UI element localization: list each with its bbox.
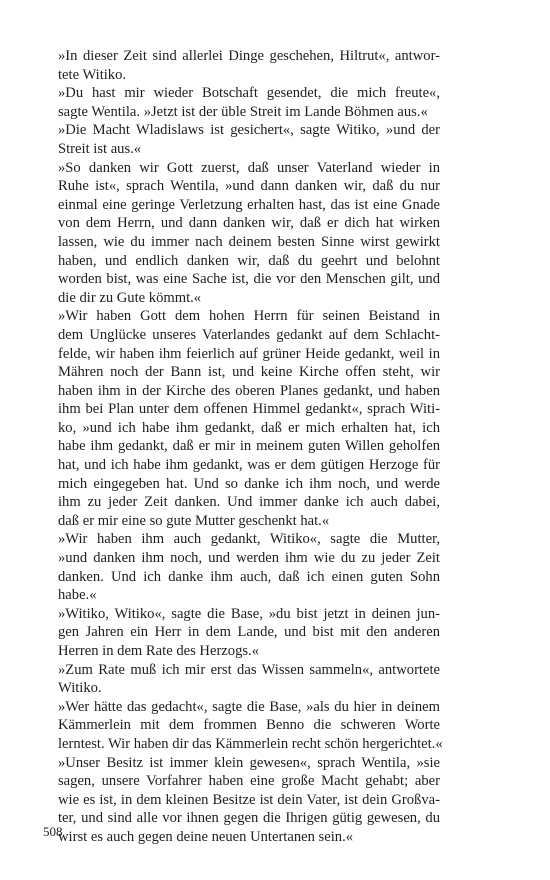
paragraph — [43, 754, 440, 847]
paragraph — [43, 47, 440, 84]
text-line: »und danken ihm noch, und werden ihm wie du zu jeder Zeit — [58, 550, 440, 567]
text-line: »Wir haben Gott dem hohen Herrn für seinen Beistand in — [58, 308, 440, 325]
text-line: wie es ist, in dem kleinen Besitze ist dein Vater, ist dein Großva- — [58, 791, 440, 808]
text-line: dem Unglücke unseres Vaterlandes gedankt auf dem Schlacht- — [58, 326, 440, 343]
text-line: ko, »und ich habe ihm gedankt, daß er mich erhalten hat, ich — [58, 419, 440, 436]
text-line: »Die Macht Wladislaws ist gesichert«, sagte Witiko, »und der — [58, 122, 440, 139]
text-line: hat, und ich habe ihm gedankt, was er dem gütigen Herzoge für — [58, 457, 440, 474]
text-line: worden bist, was eine Sache ist, die vor den Menschen gilt, und — [58, 271, 440, 288]
text-line: von dem Herrn, und dann danken wir, daß er dich hat wirken — [58, 215, 440, 232]
paragraph — [43, 307, 440, 530]
paragraph — [43, 698, 443, 754]
text-line: sagen, unsere Vorfahrer haben eine große Macht gehabt; aber — [58, 773, 440, 790]
text-line: ihm zu jeder Zeit danken. Und immer danke ich auch dabei, — [58, 494, 440, 511]
text-line: gen Jahren ein Herr in dem Lande, und bist mit den anderen — [58, 624, 440, 641]
paragraph — [43, 159, 440, 308]
text-line: »Wer hätte das gedacht«, sagte die Base, »als du hier in deinem — [58, 698, 440, 715]
text-line: mich eingegeben hat. Und so danke ich ihm noch, und werde — [58, 475, 440, 492]
text-line: »Unser Besitz ist immer klein gewesen«, sprach Wentila, »sie — [58, 754, 440, 771]
text-line: habe.« — [58, 587, 97, 604]
paragraph — [43, 530, 440, 604]
text-line: sagte Wentila. »Jetzt ist der üble Streit im Lande Böhmen aus.« — [58, 103, 428, 120]
text-line: lassen, wie du immer nach deinem besten Sinne wirst gewirkt — [58, 233, 440, 250]
text-line: »In dieser Zeit sind allerlei Dinge geschehen, Hiltrut«, antwor- — [58, 48, 440, 64]
text-line: einmal eine geringe Verletzung erhalten hast, das ist eine Gnade — [58, 196, 440, 213]
text-line: »Witiko, Witiko«, sagte die Base, »du bist jetzt in deinen jun- — [58, 605, 440, 622]
paragraph — [43, 661, 440, 698]
text-line: »Zum Rate muß ich mir erst das Wissen sammeln«, antwortete — [58, 661, 440, 678]
text-line: felde, wir haben ihm feierlich auf grüner Heide gedankt, weil in — [58, 345, 440, 362]
text-line: lerntest. Wir haben dir das Kämmerlein recht schön hergerichtet.« — [58, 735, 443, 752]
text-line: Mähren noch der Bann ist, und keine Kirche offen steht, wir — [58, 364, 440, 381]
body-text — [43, 47, 443, 847]
paragraph — [43, 84, 440, 121]
text-line: haben ihm in der Kirche des oberen Planes gedankt, und haben — [58, 382, 440, 399]
text-line: tete Witiko. — [58, 66, 127, 83]
text-line: Ruhe ist«, sprach Wentila, »und dann danken wir, daß du nur — [58, 178, 440, 195]
text-line: »So danken wir Gott zuerst, daß unser Vaterland wieder in — [58, 159, 440, 176]
text-line: Streit ist aus.« — [58, 140, 142, 157]
text-line: Kämmerlein mit dem frommen Benno die schweren Worte — [58, 717, 440, 734]
text-line: haben, und endlich danken wir, daß du geehrt und belohnt — [58, 252, 440, 269]
text-line: danken. Und ich danke ihm auch, daß ich einen guten Sohn — [58, 568, 440, 585]
paragraph — [43, 605, 440, 661]
text-line: wirst es auch gegen deine neuen Untertanen sein.« — [58, 828, 354, 845]
text-line: die dir zu Gute kömmt.« — [58, 289, 202, 306]
text-line: habe ihm gedankt, daß er mir in meinem guten Willen geholfen — [58, 438, 440, 455]
text-line: ihm bei Plan unter dem offenen Himmel gedankt«, sprach Witi- — [58, 401, 440, 418]
page-number: 508 — [43, 824, 63, 839]
text-line: Witiko. — [58, 680, 102, 697]
text-line: daß er mir eine so gute Mutter geschenkt hat.« — [58, 512, 330, 529]
text-line: »Wir haben ihm auch gedankt, Witiko«, sagte die Mutter, — [58, 531, 440, 548]
paragraph — [43, 121, 440, 158]
text-line: Herren in dem Rate des Herzogs.« — [58, 643, 259, 659]
text-line: ter, und sind alle vor ihnen gegen die Ihrigen gütig gewesen, du — [58, 810, 440, 827]
text-line: »Du hast mir wieder Botschaft gesendet, die mich freute«, — [58, 85, 440, 102]
